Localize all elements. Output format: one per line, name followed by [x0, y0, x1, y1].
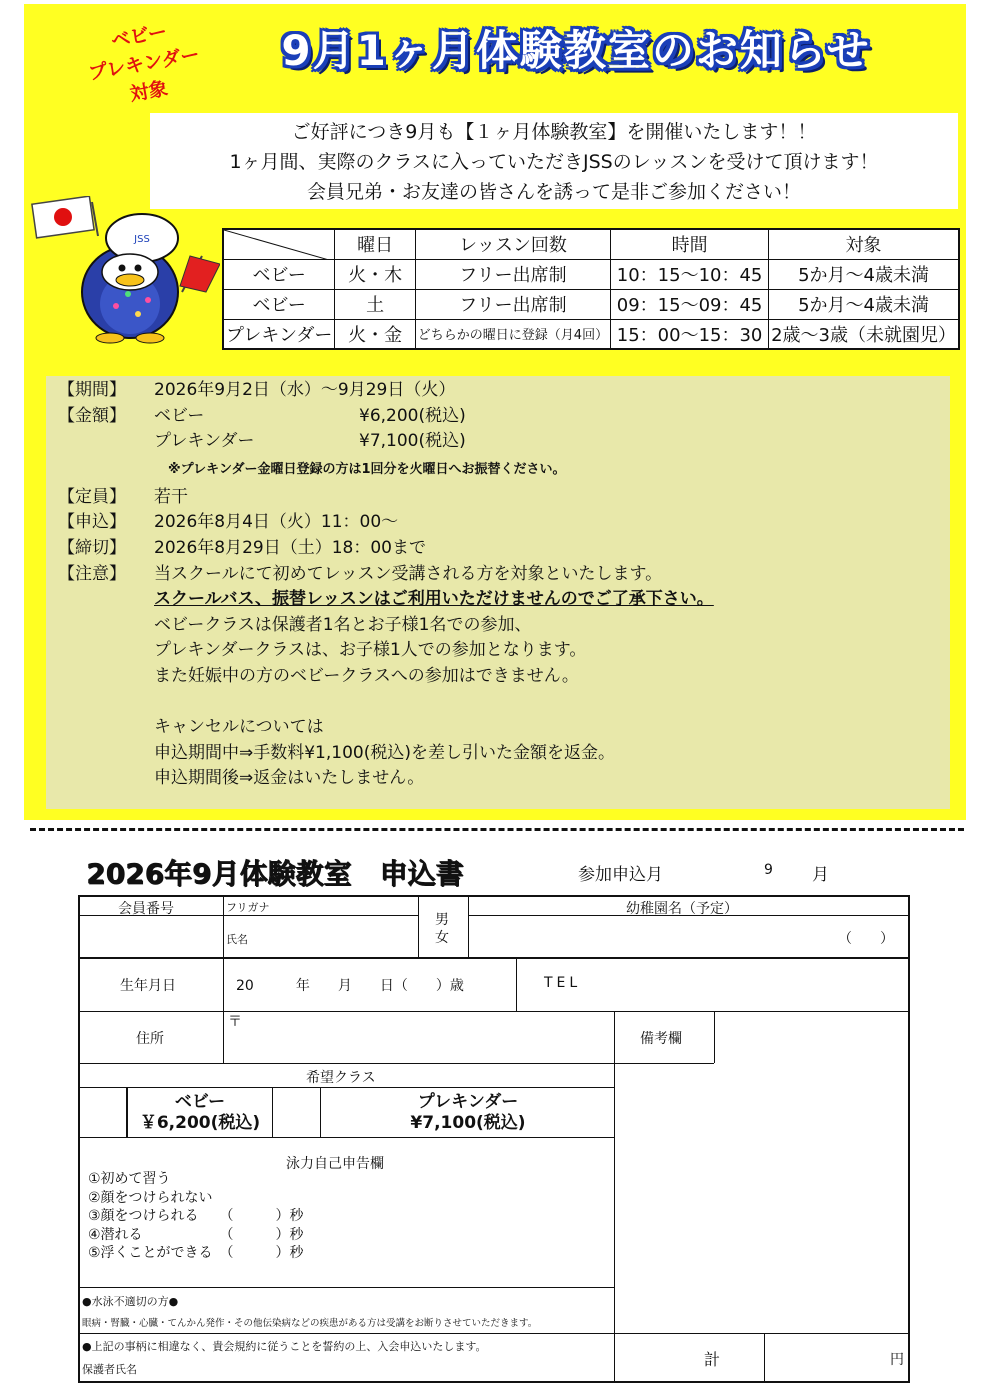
postal-mark: 〒 [228, 1014, 242, 1030]
fee-values [154, 404, 950, 455]
notice-label: 【注意】 [58, 563, 126, 584]
table-cell: 10：15～10：45 [611, 259, 769, 289]
table-cell: フリー出席制 [415, 259, 610, 289]
period-row [58, 378, 950, 404]
table-corner [223, 229, 335, 259]
total-input[interactable] [768, 1335, 878, 1381]
table-cell: 2歳～3歳（未就園児） [769, 319, 959, 349]
notice-line: また妊娠中の方のベビークラスへの参加はできません。 [154, 665, 579, 686]
apply-label: 【申込】 [58, 512, 126, 533]
table-cell: 15：00～15：30 [611, 319, 769, 349]
fee-label: 【金額】 [58, 405, 126, 426]
class-prek-label: プレキンダー [417, 1092, 519, 1112]
member-number-input[interactable] [80, 916, 223, 957]
guardian-input[interactable] [148, 1353, 608, 1379]
gender-female: 女 [435, 930, 449, 946]
swim-list [88, 1170, 304, 1263]
diagonal-line-icon [224, 230, 329, 260]
yen-unit: 円 [890, 1352, 904, 1368]
unfit-title: ●水泳不適切の方● [82, 1295, 179, 1308]
notice-line: プレキンダークラスは、お子様1人での参加となります。 [154, 640, 587, 661]
table-row [223, 289, 959, 319]
japan-flag-icon [32, 196, 98, 238]
name-input[interactable] [258, 916, 418, 957]
swim-item[interactable]: ⑤浮くことができる （ ）秒 [88, 1245, 304, 1261]
unfit-text: 眼病・腎臓・心臓・てんかん発作・その他伝染病などの疾患がある方は受講をお断りさせていただきます。 [82, 1318, 538, 1329]
swim-item[interactable]: ①初めて習う [88, 1171, 171, 1187]
table-header: レッスン回数 [415, 229, 610, 259]
remarks-label: 備考欄 [640, 1031, 682, 1047]
table-row [223, 229, 959, 259]
month-value: 9 [764, 862, 773, 878]
page-title: 9月1ヶ月体験教室のお知らせ [281, 26, 871, 75]
tel-label: TEL [544, 975, 582, 991]
application-form [78, 895, 910, 1383]
notice-line: ベビークラスは保護者1名とお子様1名での参加、 [154, 614, 532, 635]
schedule-table [222, 228, 960, 350]
period-value: 2026年9月2日（水）～9月29日（火） [154, 380, 456, 400]
class-baby-price: ￥6,200(税込) [139, 1113, 261, 1133]
class-baby-option[interactable] [130, 1092, 270, 1134]
capacity-label: 【定員】 [58, 486, 126, 507]
table-cell: プレキンダー [223, 319, 335, 349]
kindergarten-paren: （ ） [838, 931, 894, 947]
table-cell: 土 [335, 289, 415, 319]
month-label: 参加申込月 [578, 865, 663, 885]
fee-price: ¥6,200(税込) [359, 405, 466, 426]
furigana-input[interactable] [278, 897, 418, 915]
swim-item[interactable]: ④潜れる （ ）秒 [88, 1226, 304, 1243]
table-header: 時間 [611, 229, 769, 259]
month-unit: 月 [812, 865, 829, 885]
target-badge [78, 12, 211, 116]
month-field [578, 860, 838, 885]
tel-input[interactable] [598, 959, 908, 1011]
agreement-text: ●上記の事柄に相違なく、貴会規約に従うことを誓約の上、入会申込いたします。 [82, 1340, 487, 1353]
table-row [223, 319, 959, 349]
period-label: 【期間】 [58, 380, 126, 400]
swim-item[interactable]: ②顔をつけられない [88, 1189, 213, 1206]
table-cell: ベビー [223, 259, 335, 289]
class-baby-label: ベビー [174, 1092, 226, 1112]
capacity-value: 若干 [154, 486, 188, 507]
notice-line: 当スクールにて初めてレッスン受講される方を対象といたします。 [154, 563, 663, 584]
cancel-line: 申込期間後⇒返金はいたしません。 [154, 768, 425, 789]
birthday-label: 生年月日 [120, 978, 176, 994]
badge-line: ベビー [109, 20, 169, 53]
guardian-label: 保護者氏名 [82, 1363, 137, 1376]
remarks-input[interactable] [715, 1013, 907, 1063]
cancel-line: キャンセルについては [154, 717, 324, 738]
intro-line: 1ヶ月間、実際のクラスに入っていただきJSSのレッスンを受けて頂けます！ [229, 151, 879, 173]
table-header: 曜日 [335, 229, 415, 259]
swim-item[interactable]: ③顔をつけられる （ ）秒 [88, 1208, 304, 1224]
member-number-label: 会員番号 [118, 901, 174, 917]
notice-line-emphasis: スクールバス、振替レッスンはご利用いただけませんのでご了承下さい。 [154, 589, 714, 610]
class-prek-option[interactable] [368, 1092, 568, 1134]
penguin-mascot-icon [30, 196, 220, 346]
table-cell: どちらかの曜日に登録（月4回） [415, 319, 610, 349]
kindergarten-label: 幼稚園名（予定） [626, 901, 738, 917]
deadline-label: 【締切】 [58, 537, 126, 558]
table-cell: フリー出席制 [415, 289, 610, 319]
address-label: 住所 [136, 1031, 164, 1047]
kindergarten-input[interactable] [469, 916, 829, 957]
notice-lines [154, 562, 950, 792]
form-title: 2026年9月体験教室 申込書 [86, 857, 464, 890]
fee-name: プレキンダー [154, 431, 255, 452]
mascot-cap-text: JSS [134, 234, 150, 245]
address-input[interactable] [243, 1013, 613, 1063]
desired-class-label: 希望クラス [306, 1070, 376, 1086]
fee-note: ※プレキンダー金曜日登録の方は1回分を火曜日へお振替ください。 [168, 461, 566, 477]
table-cell: 火・木 [335, 259, 415, 289]
fee-name: ベビー [154, 405, 205, 426]
table-row [223, 259, 959, 289]
name-label: 氏名 [226, 933, 248, 946]
notice-row [58, 562, 950, 792]
table-cell: 5か月～4歳未満 [769, 259, 959, 289]
details-box [46, 376, 950, 809]
badge-line: プレキンダー [86, 43, 202, 85]
cancel-line: 申込期間中⇒手数料¥1,100(税込)を差し引いた金額を返金。 [154, 742, 615, 763]
apply-value: 2026年8月4日（火）11：00～ [154, 512, 399, 533]
deadline-row [58, 536, 950, 562]
cut-line [30, 828, 964, 831]
furigana-label: フリガナ [226, 901, 270, 914]
birthday-fields[interactable]: 20 年 月 日（ ）歳 [236, 978, 464, 994]
table-cell: 5か月～4歳未満 [769, 289, 959, 319]
intro-line: ご好評につき9月も【１ヶ月体験教室】を開催いたします！！ [291, 121, 817, 143]
swim-title: 泳力自己申告欄 [286, 1156, 384, 1172]
total-label: 計 [704, 1350, 721, 1369]
fee-row [58, 404, 950, 455]
deadline-value: 2026年8月29日（土）18：00まで [154, 537, 426, 558]
gender-male: 男 [435, 912, 449, 928]
capacity-row [58, 485, 950, 511]
intro-box [150, 113, 958, 209]
table-cell: ベビー [223, 289, 335, 319]
class-prek-price: ¥7,100(税込) [410, 1113, 526, 1133]
table-cell: 火・金 [335, 319, 415, 349]
apply-row [58, 510, 950, 536]
table-header: 対象 [769, 229, 959, 259]
table-cell: 09：15～09：45 [611, 289, 769, 319]
fee-price: ¥7,100(税込) [359, 431, 466, 452]
badge-line: 対象 [128, 77, 170, 106]
intro-line: 会員兄弟・お友達の皆さんを誘って是非ご参加ください！ [306, 181, 801, 203]
